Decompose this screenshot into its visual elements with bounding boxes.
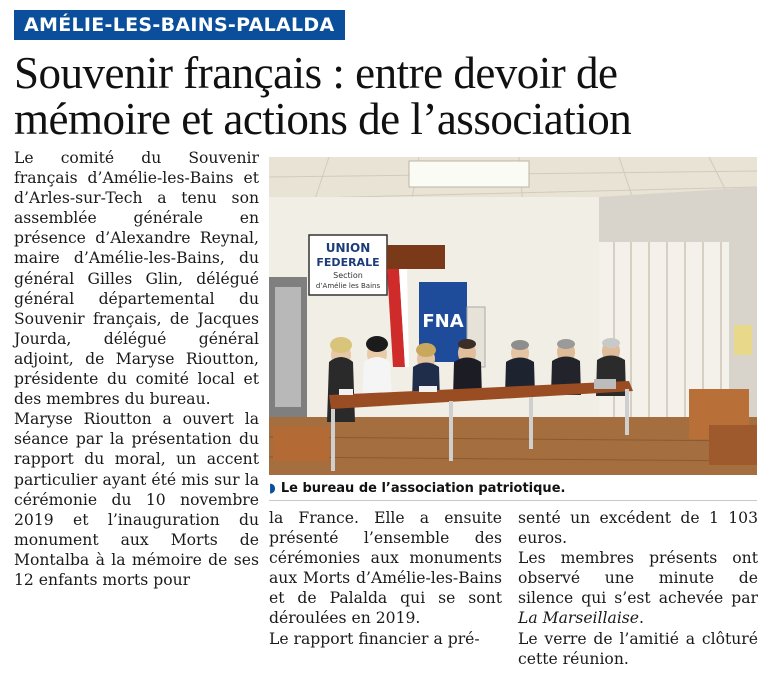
- paragraph-finance-end: senté un excédent de 1 103 euros.: [518, 509, 758, 548]
- article-photo: [269, 157, 757, 475]
- photo-caption: [269, 481, 757, 497]
- silence-text: Les membres présents ont observé une minute de silence qui s’est achevée par: [518, 549, 758, 608]
- article-column-3: [518, 508, 758, 669]
- sign-line-2: FEDERALE: [316, 256, 380, 269]
- paragraph-ceremonies: la France. Elle a ensuite présenté l’ensemble des cérémonies aux monuments aux Morts d’Amélie-les-Bains et de Palalda qui se sont déroulées en 2019.: [269, 509, 502, 628]
- banner-text: FNA: [422, 311, 464, 332]
- headline: Souvenir français : entre devoir de mémoire et actions de l’association: [14, 48, 632, 144]
- caption-divider: [269, 500, 757, 501]
- article-column-2: [269, 508, 502, 649]
- sign-line-4: d’Amélie les Bains: [315, 282, 381, 290]
- paragraph-minute-silence: [518, 548, 758, 628]
- paragraph-finance-start: Le rapport financier a pré-: [269, 629, 480, 648]
- paragraph-intro: Le comité du Souvenir français d’Amélie-les-Bains et d’Arles-sur-Tech a tenu son assemblée générale en présence d’Alexandre Reynal, maire d’Amélie-les-Bains, du général Gilles Glin, délégué général départemental du Souvenir français, de Jacques Jourda, délégué général adjoint, de Maryse Rioutton, présidente du comité local et des membres du bureau.: [14, 149, 259, 409]
- caption-arrow-icon: ◗: [269, 481, 276, 496]
- paragraph-report: Maryse Rioutton a ouvert la séance par la présentation du rapport du moral, un accent particulier ayant été mis sur la cérémonie du 10 novembre 2019 et l’inauguration du monument aux Morts de Montalba à la mémoire de ses 12 enfants morts pour: [14, 410, 259, 589]
- marseillaise-title: La Marseillaise: [518, 609, 640, 628]
- silence-end: .: [639, 609, 645, 628]
- location-tag: AMÉLIE-LES-BAINS-PALALDA: [14, 10, 345, 40]
- sign-line-3: Section: [333, 271, 363, 280]
- paragraph-closing: Le verre de l’amitié a clôturé cette réunion.: [518, 629, 758, 668]
- caption-text: Le bureau de l’association patriotique.: [280, 481, 566, 496]
- article-column-1: [14, 148, 259, 590]
- sign-line-1: UNION: [325, 241, 371, 255]
